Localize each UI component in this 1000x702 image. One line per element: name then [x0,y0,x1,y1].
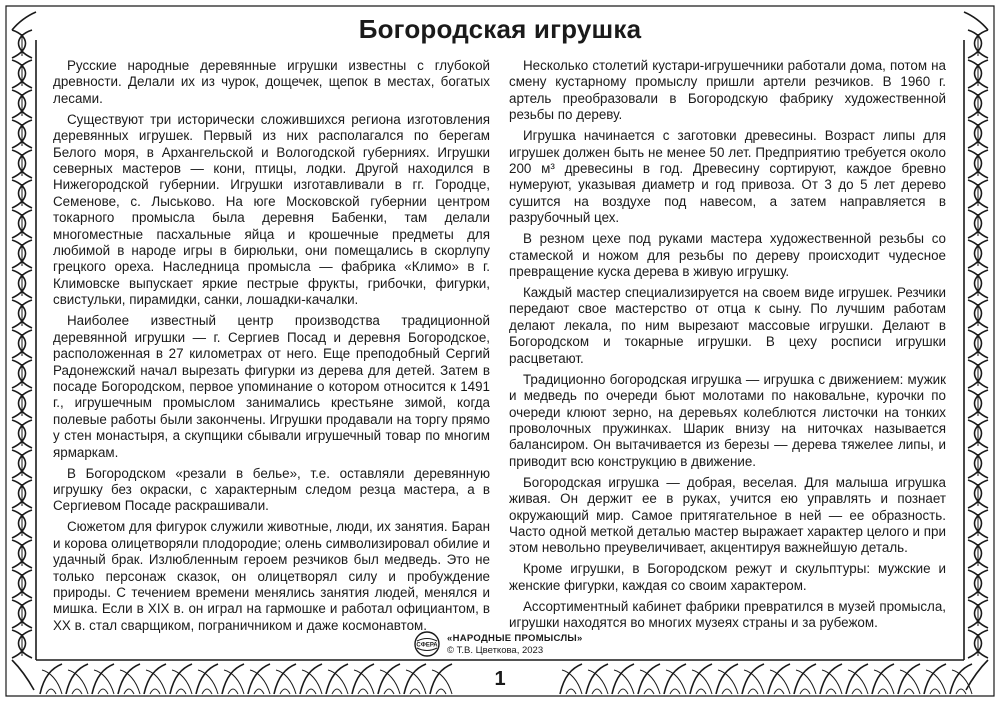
paragraph: Ассортиментный кабинет фабрики превратился в музей промысла, игрушки находятся во многих музеях страны и за рубежом. [509,598,946,631]
paragraph: Сюжетом для фигурок служили животные, люди, их занятия. Баран и корова олицетворяли плодородие; олень символизировал обилие и удачный брак. Излюбленным героем резчиков был медведь. Это не только персонаж сказок, он олицетворял силу и пробуждение природы. С течением времени менялись занятия людей, менялся и мишка. Если в XIX в. он играл на гармошке и работал официантом, в XX в. стал сварщиком, пограничником и даже космонавтом. [53,519,490,633]
page-title: Богородская игрушка [358,14,642,44]
publisher-logo [414,631,440,657]
page-number: 1 [494,668,506,690]
left-text-column [53,58,490,639]
paragraph: Существуют три исторически сложившихся региона изготовления деревянных игрушек. Первый из них располагался по берегам Белого моря, в Архангельской и Вологодской губерниях. Игрушки северных мастеров — кони, птицы, лодки. Другой находился в Нижегородской губернии. Игрушки изготавливали в гг. Городце, Семенове, с. Лыськово. На юге Московской губернии центром токарного промысла была деревня Бабенки, там делали многоместные пасхальные яйца и крошечные предметы для любимой в народе игры в бирюльки, они помещались в скорлупу грецкого ореха. Наследница промысла — фабрика «Климо» в г. Климовске выпускает яркие пестрые фрукты, грибочки, фигурки, свистульки, пирамидки, санки, лошадки-качалки. [53,111,490,308]
paragraph: Богородская игрушка — добрая, веселая. Для малыша игрушка живая. Он держит ее в руках, учится ею управлять и познает окружающий мир. Самое притягательное в ней — ее образность. Часто одной меткой деталью мастер выражает характер целого и при этом невольно преувеличивает, акцентируя важнейшую деталь. [509,474,946,556]
paragraph: Несколько столетий кустари-игрушечники работали дома, потом на смену кустарному промыслу пришли артели резчиков. В 1960 г. артель преобразовали в Богородскую фабрику художественной резьбы по дереву. [509,58,946,123]
footer-credits [447,633,583,657]
copyright: © Т.В. Цветкова, 2023 [447,645,544,656]
paragraph: В резном цехе под руками мастера художественной резьбы со стамеской и ножом для резьбы по дереву происходит чудесное превращение куска дерева в живую игрушку. [509,231,946,280]
right-text-column [509,58,946,636]
paragraph: Кроме игрушки, в Богородском режут и скульптуры: мужские и женские фигурки, каждая со своим характером. [509,561,946,593]
paragraph: Русские народные деревянные игрушки известны с глубокой древности. Делали их из чурок, дощечек, щепок в местах, богатых лесами. [53,58,490,106]
paragraph: В Богородском «резали в белье», т.е. оставляли деревянную игрушку без окраски, с характерным следом резца мастера, а в Сергиевом Посаде раскрашивали. [53,465,490,514]
paragraph: Каждый мастер специализируется на своем виде игрушек. Резчики передают свое мастерство от отца к сыну. По лучшим работам делают лекала, по ним вырезают массовые игрушки. Делают в Богородском и токарные игрушки. В цеху росписи игрушки расцветают. [509,285,946,366]
paragraph: Традиционно богородская игрушка — игрушка с движением: мужик и медведь по очереди бьют молотами по наковальне, курочки по очереди клюют зерно, на деревьях колеблются листочки на тонких проволочных пружинках. Шарик внизу на ниточках называется балансиром. Он вытачивается из березы — дерева тяжелее липы, и приводит всю конструкцию в движение. [509,371,946,469]
series-name: «НАРОДНЫЕ ПРОМЫСЛЫ» [447,633,583,644]
logo-text: СФЕРА [416,642,438,649]
paragraph: Игрушка начинается с заготовки древесины. Возраст липы для игрушек должен быть не менее 50 лет. Предприятию требуется около 200 м³ древесины в год. Древесину сортируют, каждое бревно нумеруют, указывая диаметр и год привоза. От 3 до 5 лет дерево сушится на воздухе под навесом, а затем направляется в разрубочный цех. [509,128,946,226]
paragraph: Наиболее известный центр производства традиционной деревянной игрушки — г. Сергиев Посад и деревня Богородское, расположенная в 27 километрах от него. Еще преподобный Сергий Радонежский начал вырезать фигурки из дерева для детей. Затем в посаде Богородском, первое упоминание о котором относится к 1491 г., игрушечным промыслом занимались крестьяне зимой, когда полевые работы были закончены. Игрушки продавали на торгу прямо у стен монастыря, а скупщики сбывали игрушечный товар по многим ярмаркам. [53,313,490,460]
